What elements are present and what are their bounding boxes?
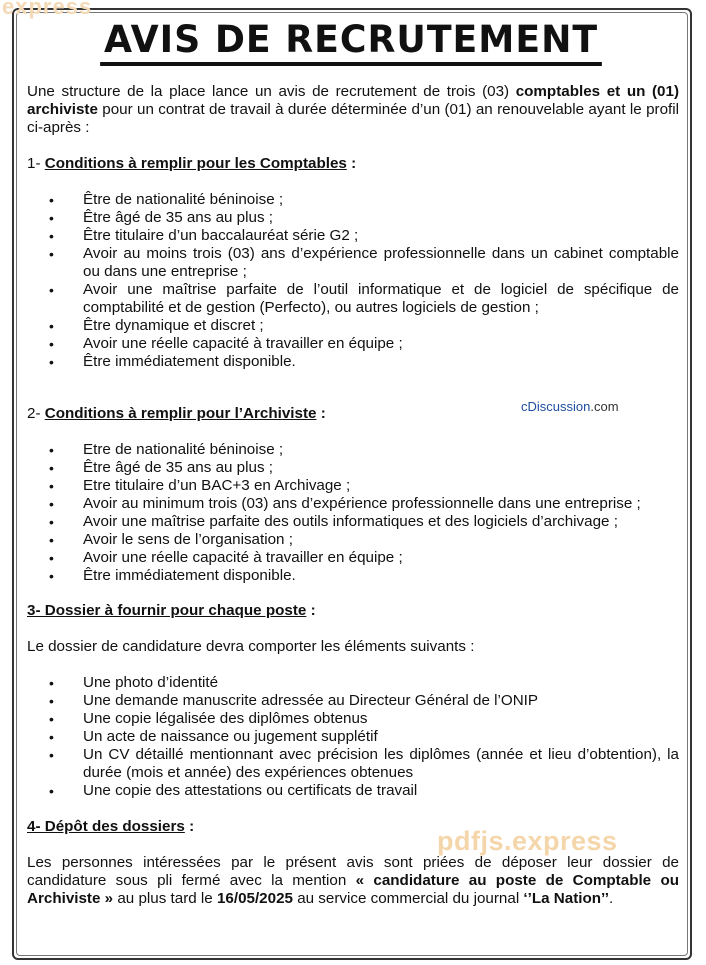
list-item: • Avoir une maîtrise parfaite des outils informatiques et des logiciels d’archivage ; xyxy=(27,513,679,531)
list-item: • Une copie des attestations ou certificats de travail xyxy=(27,782,679,800)
title-block xyxy=(80,18,622,66)
list-item: • Un CV détaillé mentionnant avec précision les diplômes (année et lieu d’obtention), la durée (mois et année) des expériences obtenues xyxy=(27,746,679,782)
section-4-paragraph xyxy=(27,854,679,908)
list-item: • Être dynamique et discret ; xyxy=(27,317,679,335)
list-item: • Avoir au moins trois (03) ans d’expérience professionnelle dans un cabinet comptable ou dans une entreprise ; xyxy=(27,245,679,281)
list-item: • Être âgé de 35 ans au plus ; xyxy=(27,459,679,477)
deposit-mention: « candidature au poste de Comptable ou Archiviste » xyxy=(27,872,679,907)
list-item: • Être immédiatement disponible. xyxy=(27,567,679,585)
list-item: • Être immédiatement disponible. xyxy=(27,353,679,371)
list-item: • Un acte de naissance ou jugement supplétif xyxy=(27,728,679,746)
intro-text-2: pour un contrat de travail à durée déterminée d’un (01) an renouvelable ayant le profil ci-après : xyxy=(27,101,679,136)
section-1-title xyxy=(27,155,679,173)
section-1-number: 1- xyxy=(27,155,45,172)
section-3-colon: : xyxy=(306,602,316,619)
watermark-top: express xyxy=(2,0,93,19)
section-1-heading: Conditions à remplir pour les Comptables xyxy=(44,155,347,172)
list-item: • Être âgé de 35 ans au plus ; xyxy=(27,209,679,227)
section-2-number: 2- xyxy=(27,405,45,422)
list-item: • Avoir au minimum trois (03) ans d’expérience professionnelle dans une entreprise ; xyxy=(27,495,679,513)
site-watermark xyxy=(521,399,619,414)
list-item: • Etre de nationalité béninoise ; xyxy=(27,441,679,459)
deposit-text-3: au service commercial du journal xyxy=(292,890,524,907)
intro-bold: comptables et un (01) archiviste xyxy=(27,83,679,118)
list-item: • Avoir une réelle capacité à travailler en équipe ; xyxy=(27,549,679,567)
deposit-text-2: au plus tard le xyxy=(113,890,217,907)
site-tld: .com xyxy=(590,399,619,414)
list-item: • Avoir une réelle capacité à travailler en équipe ; xyxy=(27,335,679,353)
section-3-lead: Le dossier de candidature devra comporter les éléments suivants : xyxy=(27,638,475,655)
section-2-list xyxy=(27,441,679,585)
document-body xyxy=(27,83,679,908)
section-2-colon: : xyxy=(316,405,326,422)
section-3-list xyxy=(27,674,679,800)
section-2-heading: Conditions à remplir pour l’Archiviste xyxy=(44,405,317,422)
list-item: • Être titulaire d’un baccalauréat série G2 ; xyxy=(27,227,679,245)
watermark-middle: pdfjs.express xyxy=(437,826,618,856)
section-3-heading: 3- Dossier à fournir pour chaque poste xyxy=(27,602,307,619)
deposit-text-1: Les personnes intéressées par le présent avis sont priées de déposer leur dossier de candidature sous pli fermé avec la mention xyxy=(27,854,679,889)
section-3-title xyxy=(27,602,679,620)
section-4-colon: : xyxy=(184,818,195,835)
list-item: • Une photo d’identité xyxy=(27,674,679,692)
section-1-list xyxy=(27,191,679,371)
list-item: • Une demande manuscrite adressée au Directeur Général de l’ONIP xyxy=(27,692,679,710)
list-item: • Une copie légalisée des diplômes obtenus xyxy=(27,710,679,728)
journal-name: ‘’La Nation’’ xyxy=(523,890,609,907)
deposit-date: 16/05/2025 xyxy=(216,890,293,907)
section-1-colon: : xyxy=(346,155,357,172)
page-title: AVIS DE RECRUTEMENT xyxy=(100,18,602,66)
list-item: • Avoir une maîtrise parfaite de l’outil informatique et de logiciel de spécifique de comptabilité et de gestion (Perfecto), ou autres logiciels de gestion ; xyxy=(27,281,679,317)
intro-paragraph xyxy=(27,83,679,137)
intro-text-1: Une structure de la place lance un avis de recrutement de trois (03) xyxy=(27,83,516,100)
deposit-end: . xyxy=(608,890,614,907)
list-item: • Être de nationalité béninoise ; xyxy=(27,191,679,209)
list-item: • Avoir le sens de l’organisation ; xyxy=(27,531,679,549)
list-item: • Etre titulaire d’un BAC+3 en Archivage ; xyxy=(27,477,679,495)
site-brand: cDiscussion xyxy=(521,399,591,414)
section-4-heading: 4- Dépôt des dossiers xyxy=(27,818,185,835)
